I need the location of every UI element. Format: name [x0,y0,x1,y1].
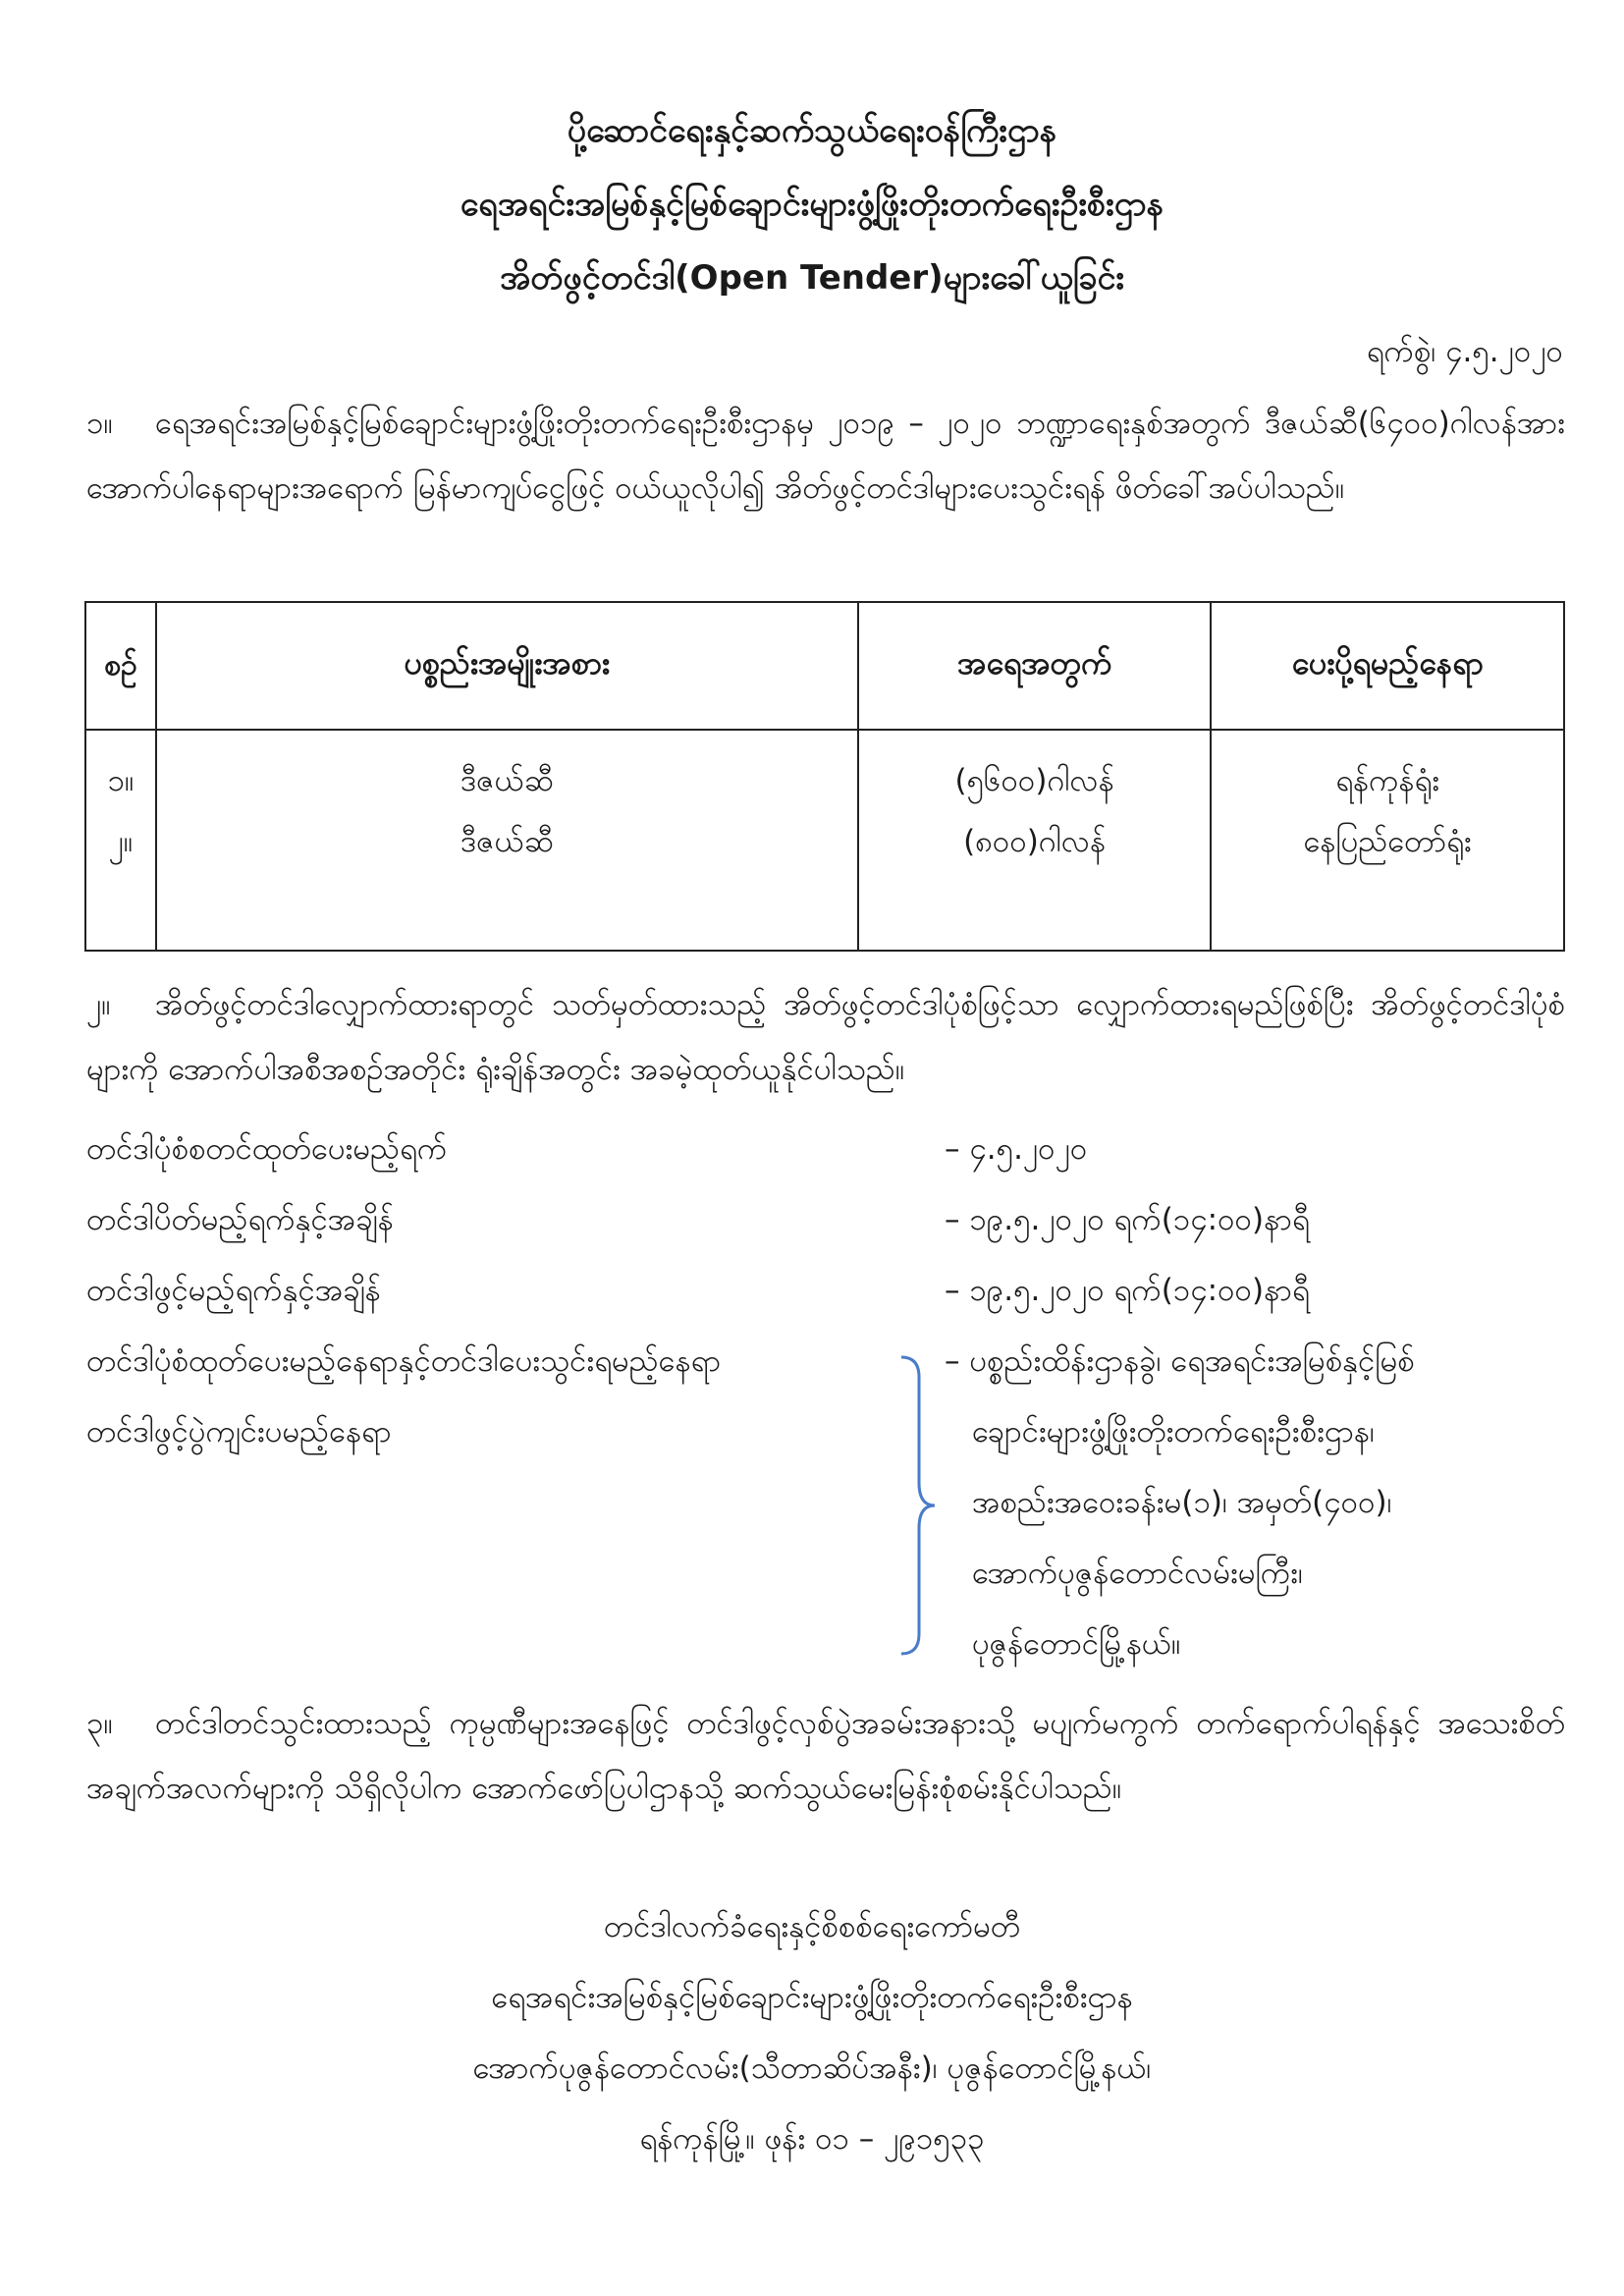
schedule-label-open: တင်ဒါဖွင့်မည့်ရက်နှင့်အချိန် [86,1273,381,1308]
address-line-4: အောက်ပုဇွန်တောင်လမ်းမကြီး၊ [972,1556,1303,1591]
schedule-label-close: တင်ဒါပိတ်မည့်ရက်နှင့်အချိန် [86,1202,394,1237]
cell-qty [858,730,1212,951]
schedule-value-issue: – ၄.၅.၂၀၂၀ [945,1131,1088,1167]
curly-brace-icon [897,1353,937,1658]
paragraph-2-number: ၂။ [86,987,111,1022]
paragraph-3-number: ၃။ [86,1706,113,1741]
address-line-1: – ပစ္စည်းထိန်းဌာနခွဲ၊ ရေအရင်းအမြစ်နှင့်မြစ် [945,1343,1415,1379]
signature-committee: တင်ဒါလက်ခံရေးနှင့်စိစစ်ရေးကော်မတီ [603,1909,1021,1944]
signature-address: အောက်ပုဇွန်တောင်လမ်း(သီတာဆိပ်အနီး)၊ ပုဇွန်တောင်မြို့နယ်၊ [472,2050,1152,2086]
row-2-no: ၂။ [108,824,134,859]
cell-no [85,730,156,951]
row-2-place: နေပြည်တော်ရုံး [1303,824,1472,859]
paragraph-1 [86,391,1565,520]
paragraph-3-text: တင်ဒါတင်သွင်းထားသည့် ကုမ္ပဏီများအနေဖြင့် တင်ဒါဖွင့်လှစ်ပွဲအခမ်းအနားသို့ မပျက်မကွက် တက်ရောက်ပါရန်နှင့် အသေးစိတ်အချက်အလက်များကို သိရှိလိုပါက အောက်ဖော်ပြပါဌာနသို့ ဆက်သွယ်မေးမြန်းစုံစမ်းနိုင်ပါသည်။ [86,1706,1565,1806]
paragraph-3 [86,1691,1565,1821]
cell-item [156,730,858,951]
schedule-label-issue: တင်ဒါပုံစံစတင်ထုတ်ပေးမည့်ရက် [86,1131,448,1167]
schedule-value-close: – ၁၉.၅.၂၀၂၀ ရက်(၁၄:၀၀)နာရီ [945,1202,1310,1237]
col-header-item: ပစ္စည်းအမျိုးအစား [156,602,858,730]
paragraph-2 [86,972,1565,1102]
cell-place [1211,730,1564,951]
row-2-qty: (၈၀၀)ဂါလန် [963,824,1107,859]
paragraph-1-number: ၁။ [86,406,113,441]
signature-department: ရေအရင်းအမြစ်နှင့်မြစ်ချောင်းများဖွံ့ဖြိုးတိုးတက်ရေးဦးစီးဌာန [491,1980,1133,2015]
location-label-opening: တင်ဒါဖွင့်ပွဲကျင်းပမည့်နေရာ [86,1414,392,1449]
address-line-5: ပုဇွန်တောင်မြို့နယ်။ [972,1626,1181,1662]
date-line: ရက်စွဲ၊ ၄.၅.၂၀၂၀ [1366,334,1563,369]
row-1-no: ၁။ [107,763,135,798]
row-1-qty: (၅၆၀၀)ဂါလန် [954,763,1114,798]
location-label-issue-submit: တင်ဒါပုံစံထုတ်ပေးမည့်နေရာနှင့်တင်ဒါပေးသွင်းရမည့်နေရာ [86,1343,722,1379]
row-1-place: ရန်ကုန်ရုံး [1335,763,1440,798]
row-1-item: ဒီဇယ်ဆီ [460,763,554,798]
department-title: ရေအရင်းအမြစ်နှင့်မြစ်ချောင်းများဖွံ့ဖြိုးတိုးတက်ရေးဦးစီးဌာန [460,185,1164,224]
paragraph-2-text: အိတ်ဖွင့်တင်ဒါလျှောက်ထားရာတွင် သတ်မှတ်ထားသည့် အိတ်ဖွင့်တင်ဒါပုံစံဖြင့်သာ လျှောက်ထားရမည်ဖြစ်ပြီး အိတ်ဖွင့်တင်ဒါပုံစံများကို အောက်ပါအစီအစဉ်အတိုင်း ရုံးချိန်အတွင်း အခမဲ့ထုတ်ယူနိုင်ပါသည်။ [86,987,1565,1087]
row-2-item: ဒီဇယ်ဆီ [460,824,554,859]
table-row [85,730,1564,951]
signature-phone: ရန်ကုန်မြို့။ ဖုန်း ၀၁ – ၂၉၁၅၃၃ [639,2121,985,2157]
table-header-row [85,602,1564,730]
address-line-2: ချောင်းများဖွံ့ဖြိုးတိုးတက်ရေးဦးစီးဌာန၊ [972,1414,1375,1449]
col-header-place: ပေးပို့ရမည့်နေရာ [1211,602,1564,730]
items-table [84,601,1565,952]
col-header-qty: အရေအတွက် [858,602,1212,730]
subject-title: အိတ်ဖွင့်တင်ဒါ(Open Tender)များခေါ်ယူခြင်း [499,258,1125,298]
paragraph-1-text: ရေအရင်းအမြစ်နှင့်မြစ်ချောင်းများဖွံ့ဖြိုးတိုးတက်ရေးဦးစီးဌာနမှ ၂၀၁၉ – ၂၀၂၀ ဘဏ္ဍာရေးနှစ်အတွက် ဒီဇယ်ဆီ(၆၄၀၀)ဂါလန်အား အောက်ပါနေရာများအရောက် မြန်မာကျပ်ငွေဖြင့် ဝယ်ယူလိုပါ၍ အိတ်ဖွင့်တင်ဒါများပေးသွင်းရန် ဖိတ်ခေါ်အပ်ပါသည်။ [86,406,1565,506]
schedule-value-open: – ၁၉.၅.၂၀၂၀ ရက်(၁၄:၀၀)နာရီ [945,1273,1310,1308]
col-header-no: စဉ် [85,602,156,730]
ministry-title: ပို့ဆောင်ရေးနှင့်ဆက်သွယ်ရေးဝန်ကြီးဌာန [567,111,1057,150]
address-line-3: အစည်းအဝေးခန်းမ(၁)၊ အမှတ်(၄၀၀)၊ [972,1485,1392,1520]
